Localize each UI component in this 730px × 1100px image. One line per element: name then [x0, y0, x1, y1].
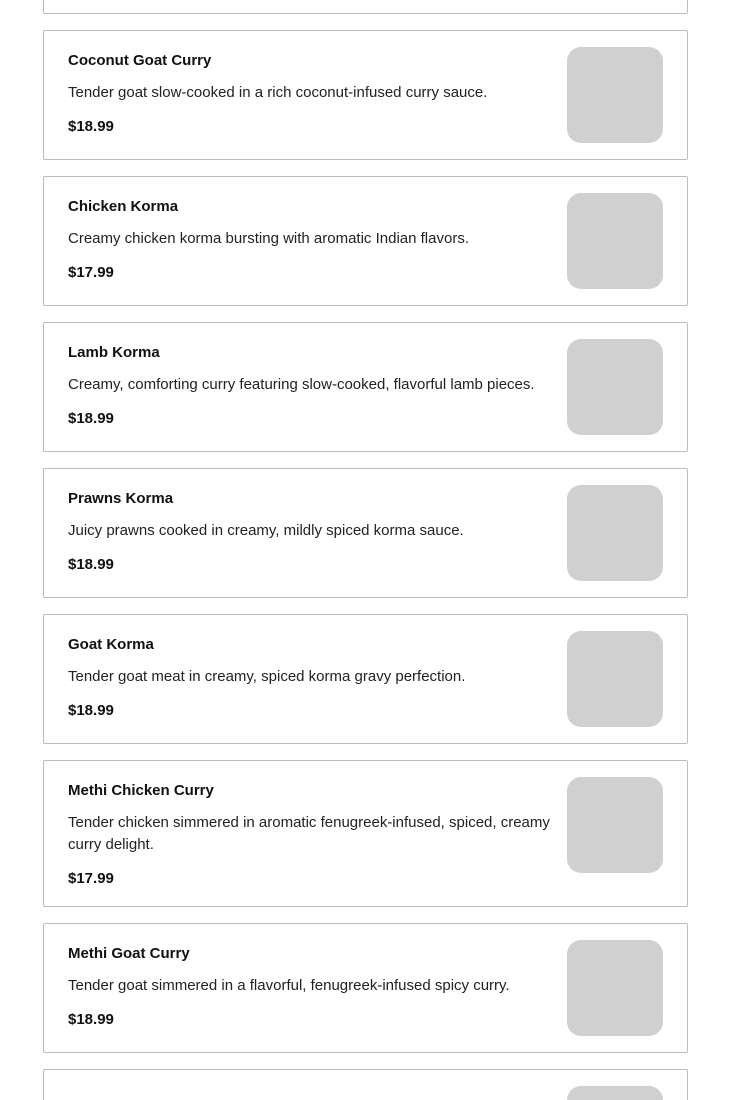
- menu-item-image-placeholder: [567, 1086, 663, 1100]
- menu-item-name: Goat Korma: [68, 636, 154, 653]
- menu-item-name: Prawns Korma: [68, 490, 174, 507]
- menu-item-text: [68, 777, 567, 890]
- menu-item-card[interactable]: [43, 468, 688, 598]
- menu-item-text: [68, 339, 567, 430]
- menu-item-text: [68, 485, 567, 576]
- menu-item-name: Methi Goat Curry: [68, 945, 190, 962]
- menu-item-price: $18.99: [68, 702, 114, 719]
- menu-item-image-placeholder: [567, 940, 663, 1036]
- menu-item-card[interactable]: [43, 30, 688, 160]
- menu-item-price: $18.99: [68, 556, 114, 573]
- menu-item-price: $17.99: [68, 264, 114, 281]
- menu-item-price: $18.99: [68, 118, 114, 135]
- menu-item-description: Tender chicken simmered in aromatic fenugreek-infused, spiced, creamy curry delight.: [68, 814, 550, 853]
- menu-item-description: Tender goat meat in creamy, spiced korma gravy perfection.: [68, 668, 466, 685]
- menu-item-price: $17.99: [68, 870, 114, 887]
- menu-item-name: Methi Chicken Curry: [68, 782, 214, 799]
- menu-item-image-placeholder: [567, 47, 663, 143]
- menu-item-card[interactable]: [43, 614, 688, 744]
- menu-item-image-placeholder: [567, 631, 663, 727]
- menu-item-name: Coconut Goat Curry: [68, 52, 212, 69]
- menu-item-description: Creamy chicken korma bursting with aromatic Indian flavors.: [68, 230, 469, 247]
- menu-item-text: [68, 631, 567, 722]
- menu-item-image-placeholder: [567, 485, 663, 581]
- menu-item-card[interactable]: [43, 1069, 688, 1100]
- menu-item-card[interactable]: [43, 760, 688, 907]
- menu-item-image-placeholder: [567, 339, 663, 435]
- menu-item-name: Chicken Korma: [68, 198, 179, 215]
- menu-item-text: [68, 193, 567, 284]
- menu-item-description: Juicy prawns cooked in creamy, mildly spiced korma sauce.: [68, 522, 464, 539]
- menu-item-text: [68, 940, 567, 1031]
- menu-item-card[interactable]: [43, 176, 688, 306]
- menu-item-price: $18.99: [68, 1011, 114, 1028]
- menu-item-text: [68, 47, 567, 138]
- menu-item-description: Creamy, comforting curry featuring slow-cooked, flavorful lamb pieces.: [68, 376, 535, 393]
- menu-item-name: Lamb Korma: [68, 344, 160, 361]
- menu-item-description: Tender goat simmered in a flavorful, fenugreek-infused spicy curry.: [68, 977, 510, 994]
- menu-item-image-placeholder: [567, 777, 663, 873]
- menu-item-price: $18.99: [68, 410, 114, 427]
- menu-item-card[interactable]: [43, 923, 688, 1053]
- menu-item-card[interactable]: [43, 322, 688, 452]
- menu-list: [43, 0, 688, 1100]
- menu-item-image-placeholder: [567, 193, 663, 289]
- menu-item-card[interactable]: [43, 0, 688, 14]
- menu-item-text: [68, 1086, 567, 1100]
- menu-item-description: Tender goat slow-cooked in a rich coconut-infused curry sauce.: [68, 84, 488, 101]
